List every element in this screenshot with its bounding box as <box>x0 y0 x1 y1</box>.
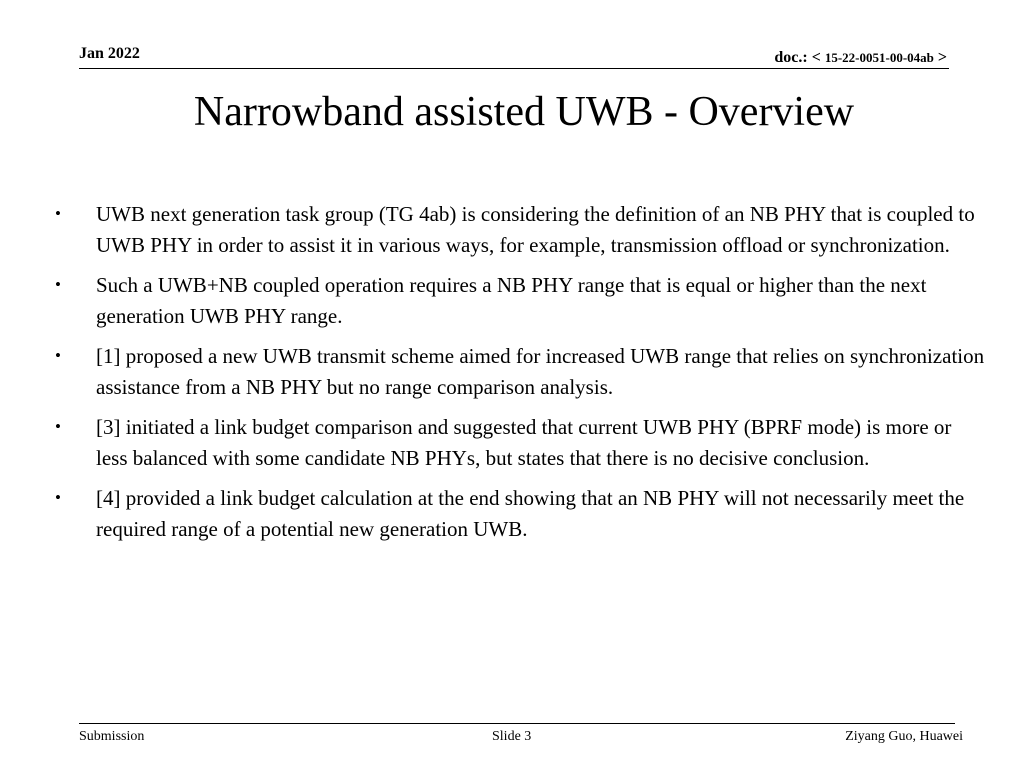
footer-author: Ziyang Guo, Huawei <box>845 729 963 744</box>
header-doc-prefix: doc.: < <box>774 49 821 66</box>
bullet-item <box>55 199 985 260</box>
bullet-item <box>55 412 985 473</box>
bullet-marker: • <box>55 417 61 436</box>
bullet-item <box>55 341 985 402</box>
header-doc-number: 15-22-0051-00-04ab <box>824 50 934 65</box>
header-doc-id <box>774 49 947 67</box>
footer-submission: Submission <box>79 729 145 744</box>
bullet-marker: • <box>55 204 61 223</box>
footer-rule <box>79 723 955 724</box>
footer-slide-number: Slide 3 <box>492 729 532 744</box>
bullet-text: [3] initiated a link budget comparison and suggested that current UWB PHY (BPRF mode) is more or less balanced with some candidate NB PHYs, but states that there is no decisive conclusion. <box>96 415 952 470</box>
header-date: Jan 2022 <box>79 45 140 62</box>
bullet-text: [4] provided a link budget calculation at the end showing that an NB PHY will not necessarily meet the required range of a potential new generation UWB. <box>96 486 965 541</box>
bullet-text: [1] proposed a new UWB transmit scheme aimed for increased UWB range that relies on synchronization assistance from a NB PHY but no range comparison analysis. <box>96 344 985 399</box>
bullet-marker: • <box>55 488 61 507</box>
header-doc-suffix: > <box>937 49 947 66</box>
bullet-marker: • <box>55 275 61 294</box>
bullet-text: UWB next generation task group (TG 4ab) is considering the definition of an NB PHY that is coupled to UWB PHY in order to assist it in various ways, for example, transmission offload or synchronization. <box>96 202 975 257</box>
bullet-item <box>55 483 985 544</box>
bullet-marker: • <box>55 346 61 365</box>
slide-title: Narrowband assisted UWB - Overview <box>193 89 855 135</box>
bullet-text: Such a UWB+NB coupled operation requires a NB PHY range that is equal or higher than the next generation UWB PHY range. <box>96 273 927 328</box>
bullet-list <box>55 199 985 554</box>
bullet-item <box>55 270 985 331</box>
header-rule <box>79 68 949 69</box>
